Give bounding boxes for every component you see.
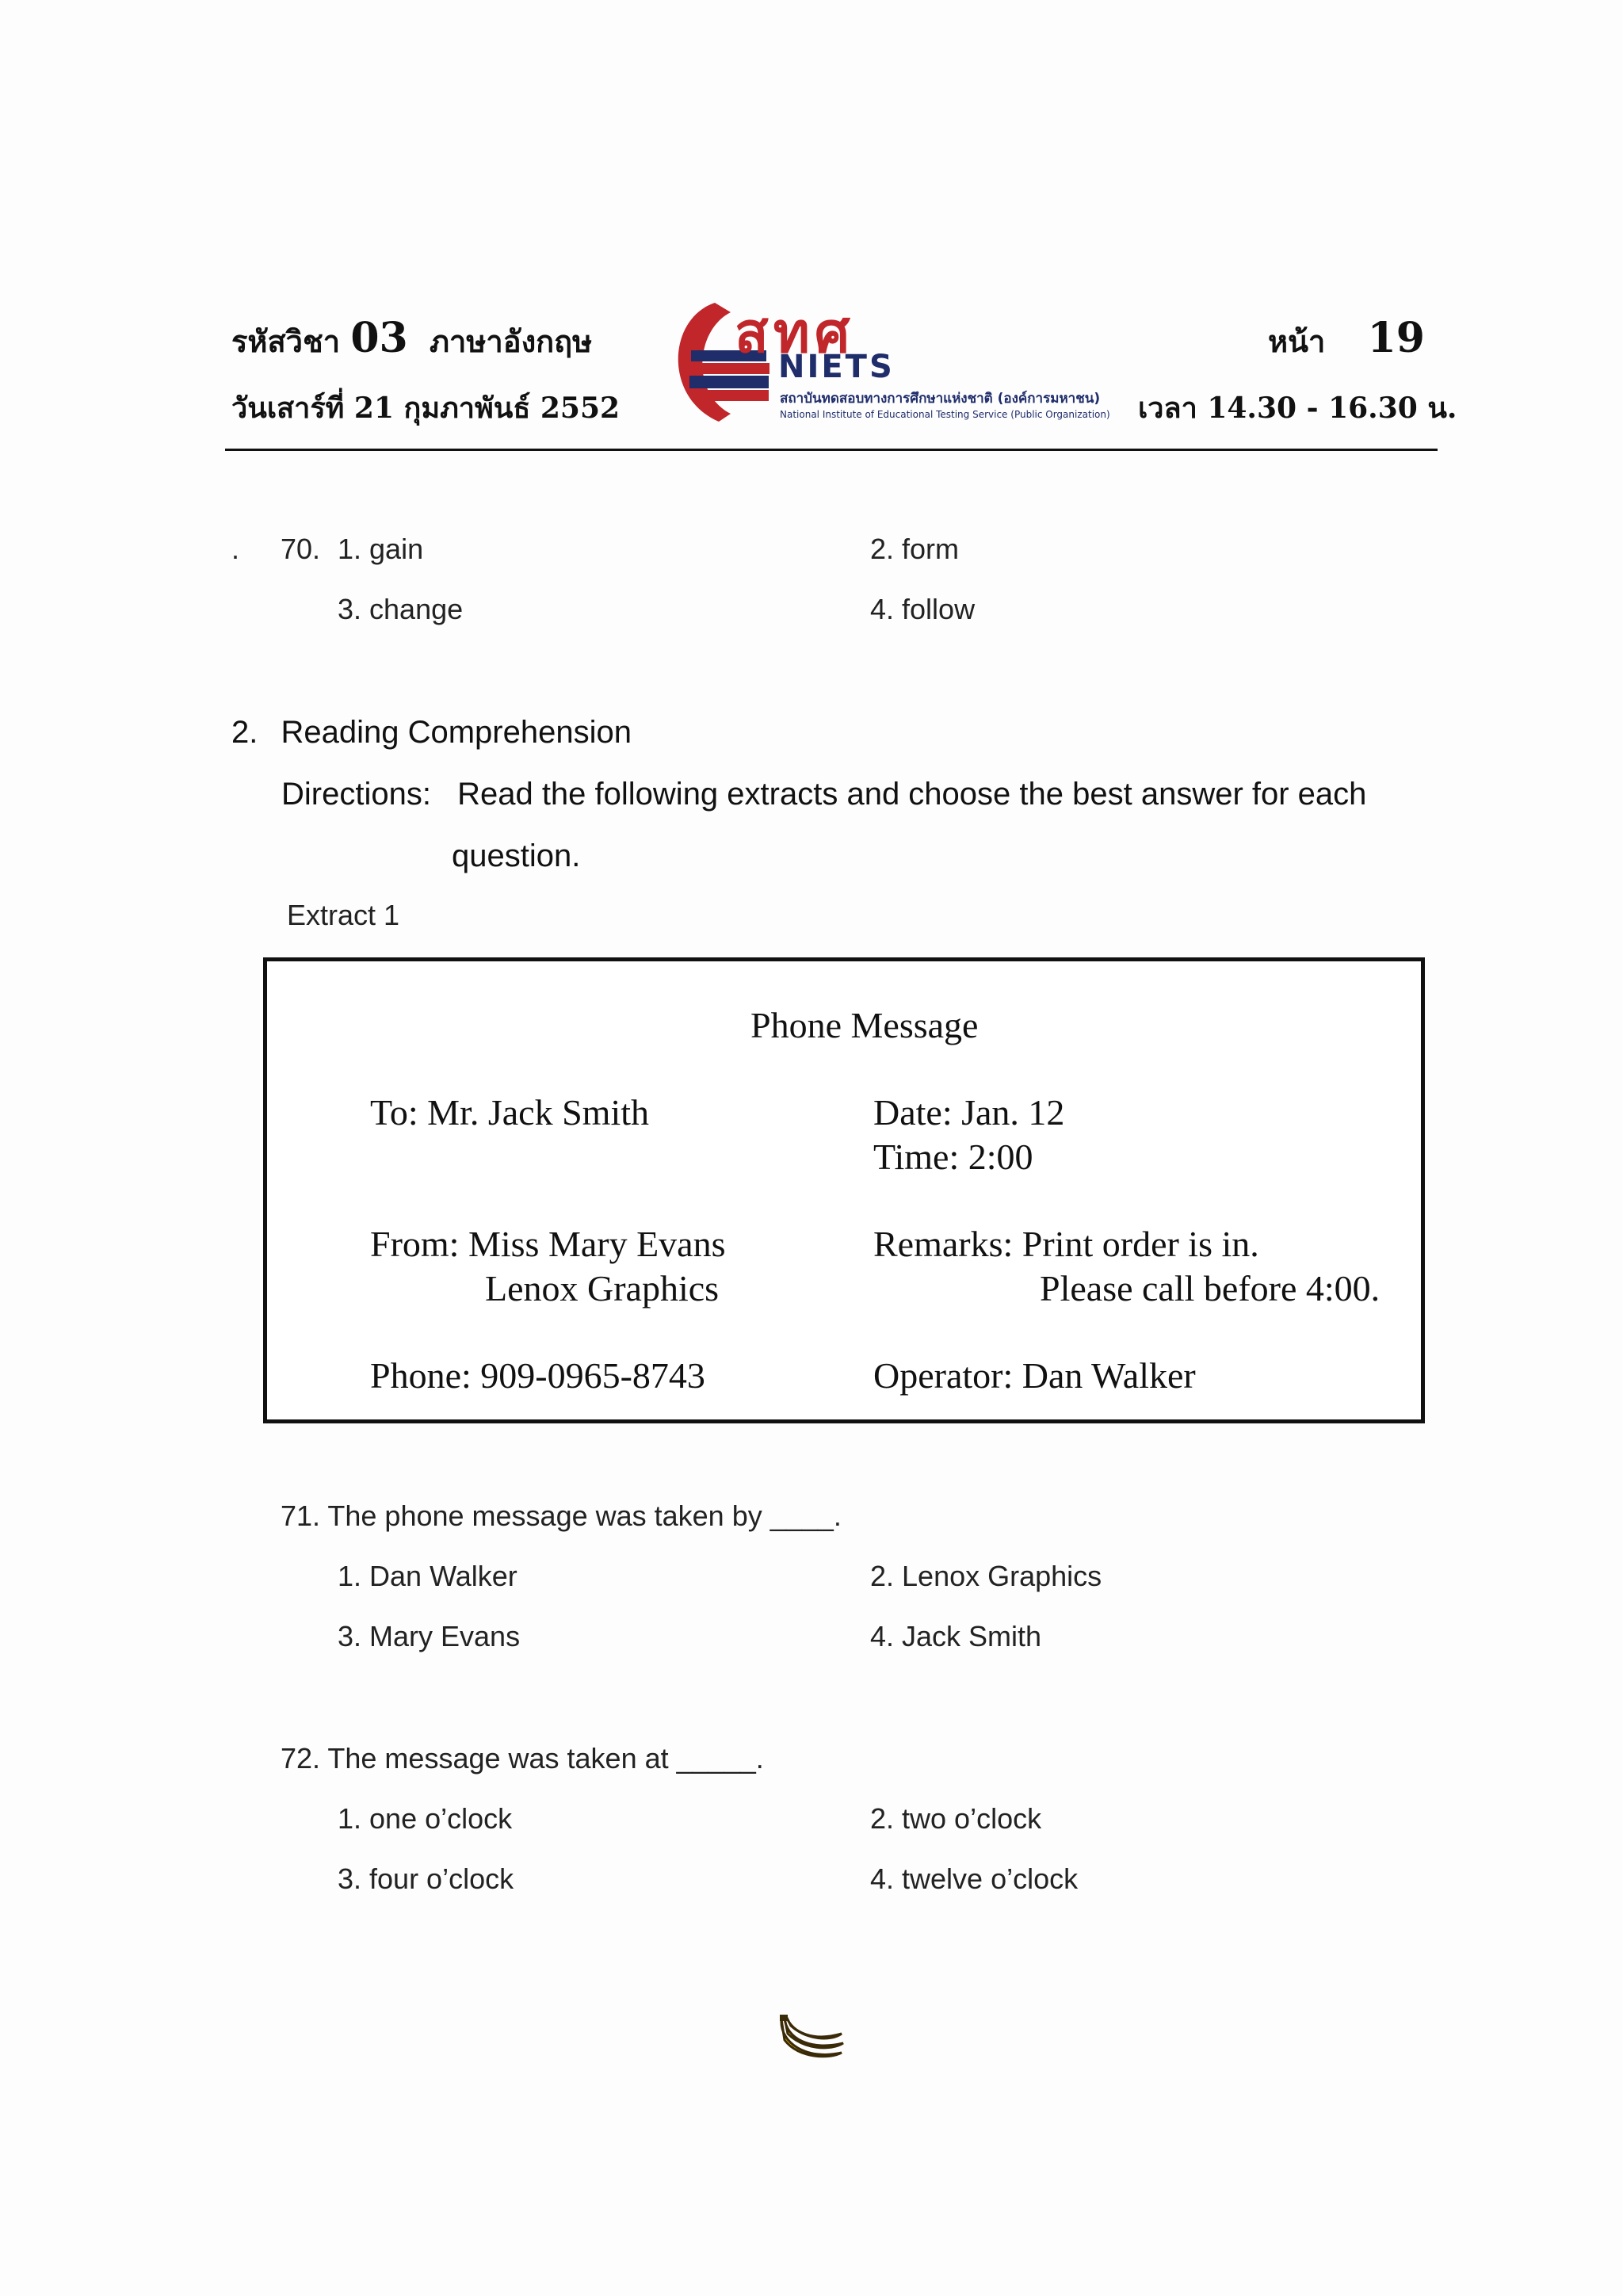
q71-option-3: 3. Mary Evans (338, 1620, 521, 1652)
extract-label: Extract 1 (287, 899, 400, 931)
message-remarks: Remarks: Print order is in. (873, 1224, 1259, 1264)
message-operator: Operator: Dan Walker (873, 1355, 1196, 1396)
section-title: Reading Comprehension (281, 715, 632, 750)
subject-code-line (231, 314, 592, 365)
message-remarks-continued: Please call before 4:00. (1040, 1268, 1381, 1308)
logo-thai-org: สถาบันทดสอบทางการศึกษาแห่งชาติ (องค์การมหาชน) (780, 391, 1101, 407)
subject-code: 03 (350, 314, 408, 362)
q70-option-1: 1. gain (338, 533, 424, 565)
page-number: 19 (1367, 314, 1425, 362)
message-to: To: Mr. Jack Smith (370, 1092, 650, 1133)
q72-option-4: 4. twelve o’clock (870, 1862, 1079, 1895)
message-from: From: Miss Mary Evans (370, 1224, 726, 1264)
phone-message-title: Phone Message (750, 1005, 979, 1045)
directions-text: Read the following extracts and choose the best answer for each (457, 777, 1367, 812)
section-heading (231, 715, 632, 751)
subject-name: ภาษาอังกฤษ (429, 323, 593, 359)
q72-option-1: 1. one o’clock (338, 1802, 513, 1835)
header-rule (225, 449, 1438, 451)
q71-stem: 71. The phone message was taken by ____. (281, 1499, 842, 1532)
banana-icon (775, 2011, 848, 2069)
directions-label: Directions: (281, 777, 431, 812)
q70-prefix: . (231, 533, 240, 565)
phone-message-box (263, 957, 1425, 1423)
page-label: หน้า (1268, 323, 1326, 359)
message-from-company: Lenox Graphics (485, 1268, 720, 1308)
logo-english-org: National Institute of Educational Testing Service (Public Organization) (780, 409, 1110, 420)
message-time: Time: 2:00 (873, 1137, 1033, 1177)
directions-text-continued: question. (452, 839, 581, 873)
niets-logo (659, 295, 1135, 430)
exam-time: เวลา 14.30 - 16.30 น. (1138, 392, 1457, 425)
directions (281, 777, 1366, 812)
q70-option-4: 4. follow (870, 593, 976, 625)
q72-option-2: 2. two o’clock (870, 1802, 1042, 1835)
section-number: 2. (231, 715, 258, 750)
logo-thai-title: สทศ (735, 300, 855, 365)
logo-acronym: NIETS (778, 349, 895, 385)
q71-option-2: 2. Lenox Graphics (870, 1560, 1102, 1592)
q72-option-3: 3. four o’clock (338, 1862, 514, 1895)
q70-number: 70. (281, 533, 321, 565)
q71-option-4: 4. Jack Smith (870, 1620, 1042, 1652)
q72-stem: 72. The message was taken at _____. (281, 1742, 764, 1775)
q70-option-2: 2. form (870, 533, 960, 565)
page-indicator (1268, 314, 1425, 365)
q71-option-1: 1. Dan Walker (338, 1560, 517, 1592)
subject-code-label: รหัสวิชา (231, 323, 341, 359)
message-date: Date: Jan. 12 (873, 1092, 1065, 1133)
q70-option-3: 3. change (338, 593, 464, 625)
exam-date: วันเสาร์ที่ 21 กุมภาพันธ์ 2552 (231, 392, 621, 425)
message-phone: Phone: 909-0965-8743 (370, 1355, 705, 1396)
